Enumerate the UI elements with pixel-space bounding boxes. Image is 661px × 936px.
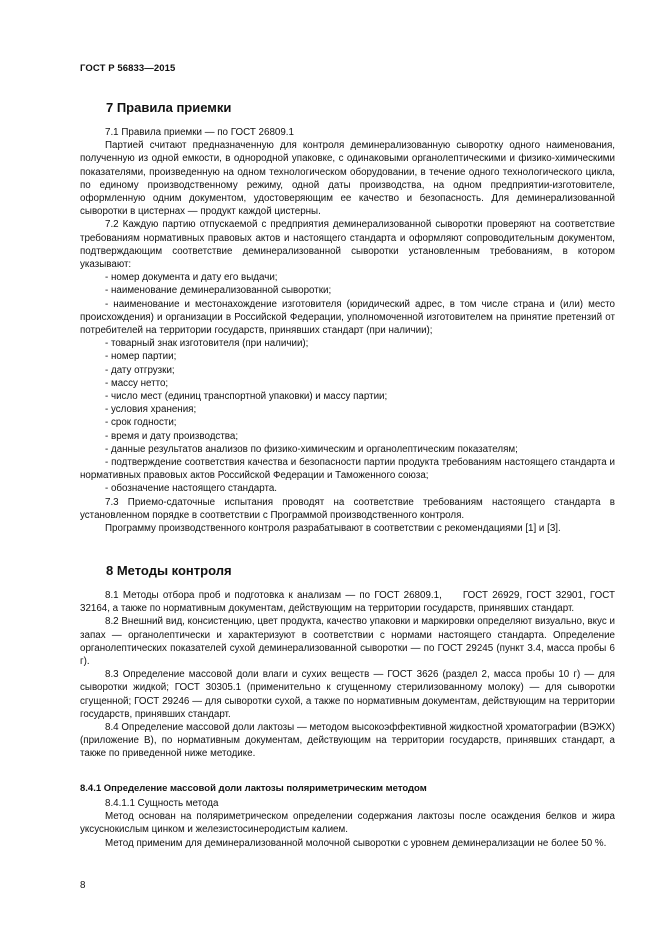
list-item: - номер документа и дату его выдачи; — [105, 272, 278, 284]
list-item: - данные результатов анализов по физико-химическим и органолептическим показателям; — [105, 443, 518, 455]
paragraph: 8.2 Внешний вид, консистенцию, цвет продукта, качество упаковки и маркировки определяют визуально, вкус и запах — органолептически и характеризуют в соответствии с нормами настоящего стандарта. Определение органолептических показателей сухой деминерализованной сыворотки — по ГОСТ 29245 (пункт 3.4, масса пробы 6 г). — [80, 616, 615, 668]
section-7-title: 7 Правила приемки — [106, 100, 232, 115]
subsection-8-4-1-body — [80, 797, 615, 850]
list-item: - обозначение настоящего стандарта. — [105, 483, 278, 495]
list-item: - товарный знак изготовителя (при наличии); — [105, 338, 309, 350]
list-item: - наименование и местонахождение изготовителя (юридический адрес, в том числе страна и (или) место происхождения) и организации в Российской Федерации, уполномоченной изготовителем на принятие претензий от потребителей на территории государств, принявших стандарт (при наличии); — [80, 298, 615, 337]
paragraph: 7.2 Каждую партию отпускаемой с предприятия деминерализованной сыворотки проверяют на соответствие требованиям нормативных правовых актов и настоящего стандарта и оформляют сопроводительным документом, подтверждающим соответствие деминерализованной сыворотки установленным требованиям, в котором указывают: — [80, 219, 615, 271]
paragraph: 8.1 Методы отбора проб и подготовка к анализам — по ГОСТ 26809.1, ГОСТ 26929, ГОСТ 32901, ГОСТ 32164, а также по нормативным документам, действующим на территории государств, принявших стандарт. — [80, 590, 618, 615]
list-item: - массу нетто; — [105, 377, 169, 389]
paragraph: 8.4 Определение массовой доли лактозы — методом высокоэффективной жидкостной хроматографии (ВЭЖХ) (приложение В), по нормативным документам, действующим на территории государств, принявших стандарт, а также по приведенной ниже методике. — [80, 722, 615, 760]
page-number: 8 — [80, 880, 86, 891]
paragraph: 8.3 Определение массовой доли влаги и сухих веществ — ГОСТ 3626 (раздел 2, масса пробы 10 г) — для сыворотки жидкой; ГОСТ 30305.1 (применительно к сгущенному стерилизованному молоку) — для сыворотки сгущенной; ГОСТ 29246 — для сыворотки сухой, а также по нормативным документам, действующим на территории государств, принявших стандарт. — [80, 669, 615, 720]
list-item: - наименование деминерализованной сыворотки; — [105, 285, 332, 297]
paragraph: 7.1 Правила приемки — по ГОСТ 26809.1 — [105, 127, 294, 138]
section-8-title: 8 Методы контроля — [106, 563, 232, 578]
document-header: ГОСТ Р 56833—2015 — [80, 63, 176, 74]
paragraph: Метод основан на поляриметрическом определении содержания лактозы после осаждения белков и жира уксуснокислым цинком и железистосинеродистым калием. — [80, 811, 615, 836]
list-item: - подтверждение соответствия качества и безопасности партии продукта требованиям настоящего стандарта и нормативных правовых актов Российской Федерации и Таможенного союза; — [80, 457, 615, 482]
paragraph: Метод применим для деминерализованной молочной сыворотки с уровнем деминерализации не более 50 %. — [105, 837, 607, 849]
list-item: - срок годности; — [105, 417, 177, 429]
section-8-body — [80, 589, 618, 761]
list-item: - дату отгрузки; — [105, 364, 175, 376]
list-item: - число мест (единиц транспортной упаковки) и массу партии; — [105, 391, 388, 403]
list-item: - номер партии; — [105, 351, 177, 363]
subsection-8-4-1-title: 8.4.1 Определение массовой доли лактозы поляриметрическим методом — [80, 783, 427, 794]
list-item: - время и дату производства; — [105, 430, 239, 442]
paragraph: 8.4.1.1 Сущность метода — [105, 798, 219, 809]
section-7-body — [80, 126, 615, 535]
paragraph: Партией считают предназначенную для контроля деминерализованную сыворотку одного наименования, полученную из одной емкости, в однородной упаковке, с одинаковыми органолептическими и физико-химическими показателями, произведенную на одном технологическом оборудовании, в течение одного технологического цикла, по единому производственному режиму, одной даты производства, на одном предприятии-изготовителе, оформленную одним документом, удостоверяющим ее качество и безопасность. Для деминерализованной сыворотки в цистернах — продукт каждой цистерны. — [80, 140, 615, 218]
list-item: - условия хранения; — [105, 404, 197, 416]
paragraph: 7.3 Приемо-сдаточные испытания проводят на соответствие требованиям настоящего стандарта в установленном порядке в соответствии с Программой производственного контроля. — [80, 496, 615, 521]
paragraph: Программу производственного контроля разрабатывают в соответствии с рекомендациями [1] и [3]. — [105, 523, 561, 535]
